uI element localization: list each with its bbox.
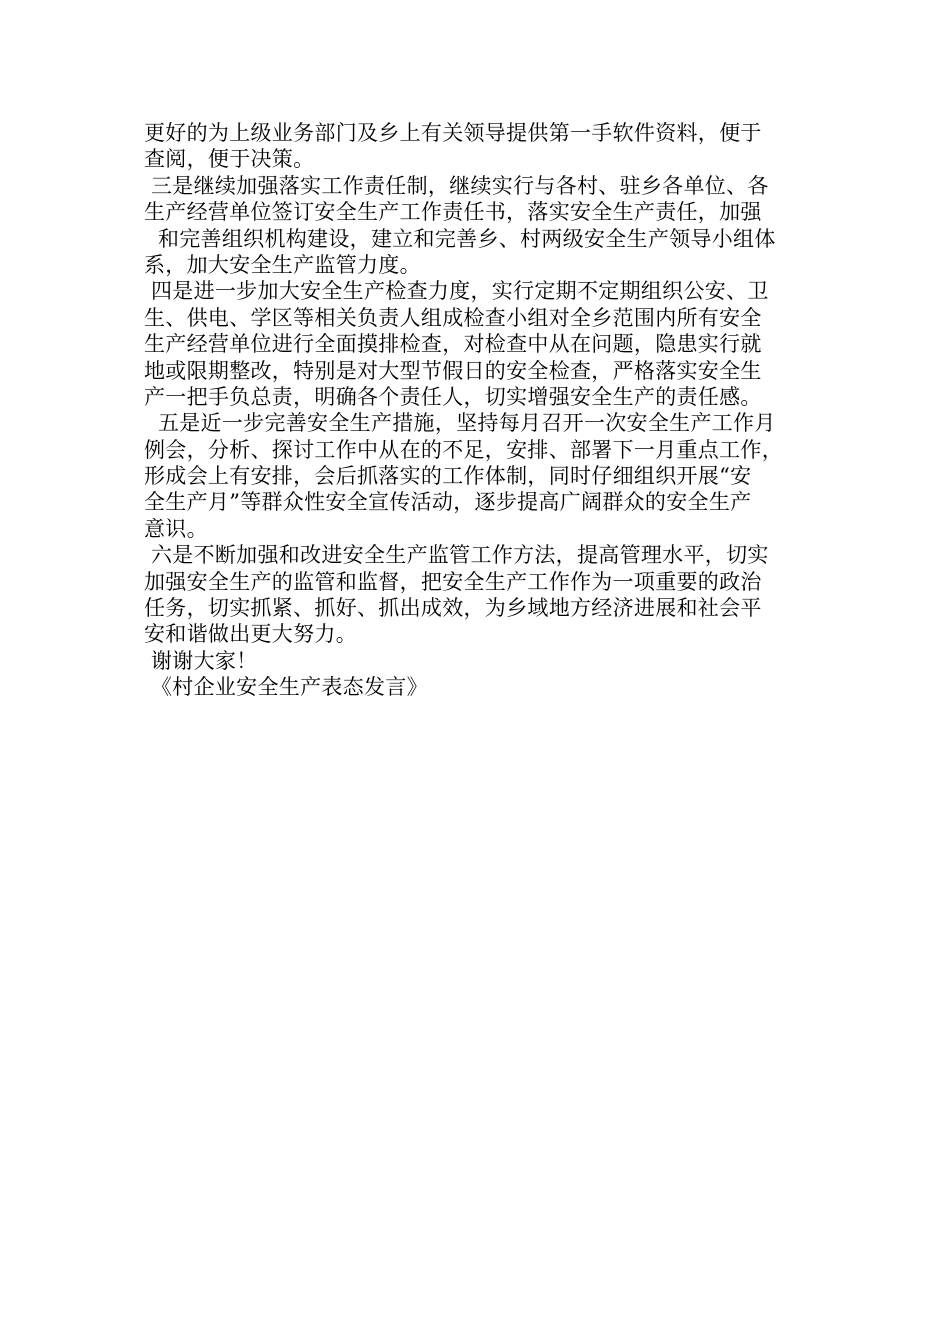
body-line: 生产经营单位签订安全生产工作责任书，落实安全生产责任，加强 <box>144 200 762 225</box>
body-line: 更好的为上级业务部门及乡上有关领导提供第一手软件资料，便于 <box>144 121 762 145</box>
body-line: 地或限期整改，特别是对大型节假日的安全检查，严格落实安全生 <box>144 358 762 383</box>
document-title-line: 《村企业安全生产表态发言》 <box>144 675 428 700</box>
body-line: 任务，切实抓紧、抓好、抓出成效，为乡域地方经济进展和社会平 <box>144 596 762 621</box>
body-line: 产一把手负总责，明确各个责任人，切实增强安全生产的责任感。 <box>144 384 762 409</box>
body-line: 六是不断加强和改进安全生产监管工作方法，提高管理水平，切实 <box>144 543 769 568</box>
body-line: 生产经营单位进行全面摸排检查，对检查中从在问题，隐患实行就 <box>144 332 762 357</box>
body-line: 全生产月”等群众性安全宣传活动，逐步提高广阔群众的安全生产 <box>144 490 752 515</box>
closing-line: 谢谢大家！ <box>144 648 258 673</box>
body-line: 生、供电、学区等相关负责人组成检查小组对全乡范围内所有安全 <box>144 305 762 330</box>
body-line: 查阅，便于决策。 <box>144 147 315 172</box>
body-line: 三是继续加强落实工作责任制，继续实行与各村、驻乡各单位、各 <box>144 173 769 198</box>
body-line: 意识。 <box>144 516 208 541</box>
body-line: 系，加大安全生产监管力度。 <box>144 252 421 277</box>
body-line: 加强安全生产的监管和监督，把安全生产工作作为一项重要的政治 <box>144 569 762 594</box>
document-body <box>144 120 834 701</box>
body-line: 四是进一步加大安全生产检查力度，实行定期不定期组织公安、卫 <box>144 279 769 304</box>
body-line: 五是近一步完善安全生产措施，坚持每月召开一次安全生产工作月 <box>144 411 776 436</box>
body-line: 安和谐做出更大努力。 <box>144 622 357 647</box>
body-line: 和完善组织机构建设，建立和完善乡、村两级安全生产领导小组体 <box>144 226 776 251</box>
body-line: 形成会上有安排，会后抓落实的工作体制，同时仔细组织开展“安 <box>144 464 752 489</box>
body-line: 例会，分析、探讨工作中从在的不足，安排、部署下一月重点工作， <box>144 437 783 462</box>
